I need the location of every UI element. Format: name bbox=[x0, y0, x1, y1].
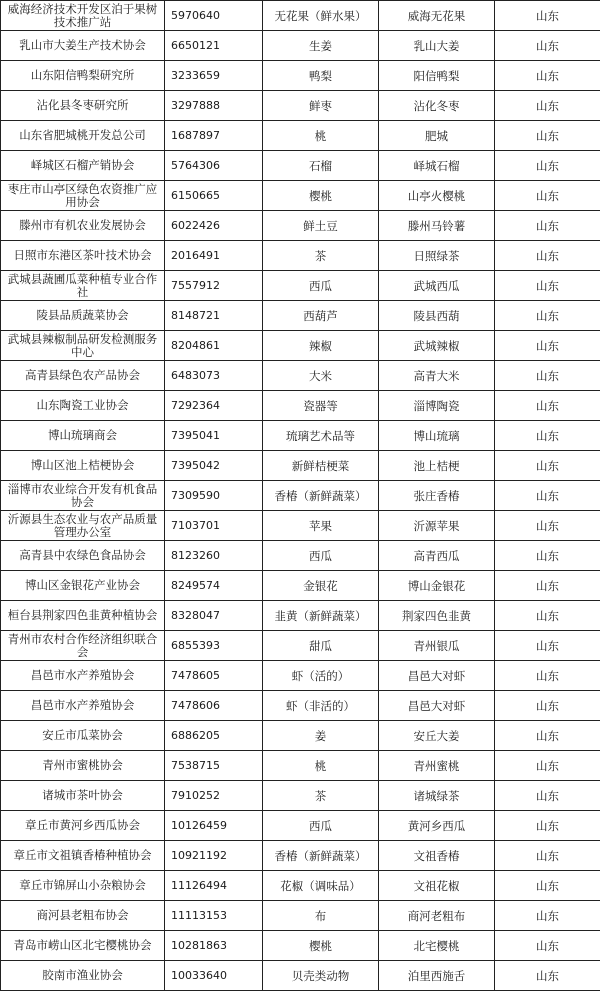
registration-number-cell: 7309590 bbox=[165, 481, 263, 511]
registration-number-cell: 8249574 bbox=[165, 571, 263, 601]
applicant-organization-cell: 峄城区石榴产销协会 bbox=[1, 151, 165, 181]
mark-name-cell: 昌邑大对虾 bbox=[379, 661, 495, 691]
mark-name-cell: 高青大米 bbox=[379, 361, 495, 391]
product-cell: 石榴 bbox=[263, 151, 379, 181]
product-cell: 琉璃艺术品等 bbox=[263, 421, 379, 451]
product-cell: 鲜土豆 bbox=[263, 211, 379, 241]
table-row bbox=[1, 841, 600, 871]
registration-number-cell: 6483073 bbox=[165, 361, 263, 391]
applicant-organization-cell: 青州市农村合作经济组织联合会 bbox=[1, 631, 165, 661]
mark-name-cell: 博山琉璃 bbox=[379, 421, 495, 451]
product-cell: 大米 bbox=[263, 361, 379, 391]
mark-name-cell: 昌邑大对虾 bbox=[379, 691, 495, 721]
province-cell: 山东 bbox=[495, 361, 600, 391]
table-row bbox=[1, 571, 600, 601]
province-cell: 山东 bbox=[495, 601, 600, 631]
mark-name-cell: 威海无花果 bbox=[379, 1, 495, 31]
province-cell: 山东 bbox=[495, 61, 600, 91]
table-row bbox=[1, 91, 600, 121]
table-row bbox=[1, 661, 600, 691]
table-row bbox=[1, 691, 600, 721]
table-row bbox=[1, 1, 600, 31]
registration-number-cell: 7910252 bbox=[165, 781, 263, 811]
table-row bbox=[1, 31, 600, 61]
province-cell: 山东 bbox=[495, 631, 600, 661]
applicant-organization-cell: 高青县中农绿色食品协会 bbox=[1, 541, 165, 571]
registration-number-cell: 5764306 bbox=[165, 151, 263, 181]
applicant-organization-cell: 博山区金银花产业协会 bbox=[1, 571, 165, 601]
applicant-organization-cell: 昌邑市水产养殖协会 bbox=[1, 661, 165, 691]
registration-number-cell: 6650121 bbox=[165, 31, 263, 61]
registration-number-cell: 3233659 bbox=[165, 61, 263, 91]
product-cell: 樱桃 bbox=[263, 931, 379, 961]
registration-number-cell: 7395041 bbox=[165, 421, 263, 451]
province-cell: 山东 bbox=[495, 751, 600, 781]
table-row bbox=[1, 931, 600, 961]
province-cell: 山东 bbox=[495, 121, 600, 151]
mark-name-cell: 文祖香椿 bbox=[379, 841, 495, 871]
province-cell: 山东 bbox=[495, 421, 600, 451]
table-row bbox=[1, 811, 600, 841]
table-row bbox=[1, 541, 600, 571]
province-cell: 山东 bbox=[495, 271, 600, 301]
table-body bbox=[1, 1, 600, 991]
applicant-organization-cell: 诸城市茶叶协会 bbox=[1, 781, 165, 811]
applicant-organization-cell: 淄博市农业综合开发有机食品协会 bbox=[1, 481, 165, 511]
product-cell: 韭黄（新鲜蔬菜） bbox=[263, 601, 379, 631]
registration-number-cell: 2016491 bbox=[165, 241, 263, 271]
province-cell: 山东 bbox=[495, 871, 600, 901]
registration-number-cell: 10033640 bbox=[165, 961, 263, 991]
mark-name-cell: 商河老粗布 bbox=[379, 901, 495, 931]
province-cell: 山东 bbox=[495, 391, 600, 421]
table-row bbox=[1, 121, 600, 151]
mark-name-cell: 青州银瓜 bbox=[379, 631, 495, 661]
table-row bbox=[1, 301, 600, 331]
product-cell: 姜 bbox=[263, 721, 379, 751]
province-cell: 山东 bbox=[495, 151, 600, 181]
mark-name-cell: 泊里西施舌 bbox=[379, 961, 495, 991]
province-cell: 山东 bbox=[495, 91, 600, 121]
product-cell: 西葫芦 bbox=[263, 301, 379, 331]
province-cell: 山东 bbox=[495, 901, 600, 931]
table-row bbox=[1, 601, 600, 631]
table-row bbox=[1, 631, 600, 661]
mark-name-cell: 峄城石榴 bbox=[379, 151, 495, 181]
applicant-organization-cell: 博山区池上桔梗协会 bbox=[1, 451, 165, 481]
mark-name-cell: 滕州马铃薯 bbox=[379, 211, 495, 241]
applicant-organization-cell: 安丘市瓜菜协会 bbox=[1, 721, 165, 751]
applicant-organization-cell: 胶南市渔业协会 bbox=[1, 961, 165, 991]
registration-number-cell: 8148721 bbox=[165, 301, 263, 331]
table-row bbox=[1, 901, 600, 931]
registration-number-cell: 8123260 bbox=[165, 541, 263, 571]
mark-name-cell: 乳山大姜 bbox=[379, 31, 495, 61]
registration-number-cell: 5970640 bbox=[165, 1, 263, 31]
product-cell: 金银花 bbox=[263, 571, 379, 601]
product-cell: 花椒（调味品） bbox=[263, 871, 379, 901]
mark-name-cell: 荆家四色韭黄 bbox=[379, 601, 495, 631]
mark-name-cell: 安丘大姜 bbox=[379, 721, 495, 751]
applicant-organization-cell: 高青县绿色农产品协会 bbox=[1, 361, 165, 391]
product-cell: 布 bbox=[263, 901, 379, 931]
table-row bbox=[1, 151, 600, 181]
applicant-organization-cell: 博山琉璃商会 bbox=[1, 421, 165, 451]
product-cell: 鸭梨 bbox=[263, 61, 379, 91]
registration-number-cell: 7538715 bbox=[165, 751, 263, 781]
registration-number-cell: 10281863 bbox=[165, 931, 263, 961]
registration-number-cell: 1687897 bbox=[165, 121, 263, 151]
table-row bbox=[1, 961, 600, 991]
mark-name-cell: 陵县西葫 bbox=[379, 301, 495, 331]
mark-name-cell: 高青西瓜 bbox=[379, 541, 495, 571]
registration-number-cell: 7292364 bbox=[165, 391, 263, 421]
applicant-organization-cell: 昌邑市水产养殖协会 bbox=[1, 691, 165, 721]
mark-name-cell: 武城辣椒 bbox=[379, 331, 495, 361]
mark-name-cell: 博山金银花 bbox=[379, 571, 495, 601]
registration-number-cell: 8204861 bbox=[165, 331, 263, 361]
province-cell: 山东 bbox=[495, 301, 600, 331]
table-row bbox=[1, 721, 600, 751]
product-cell: 新鲜桔梗菜 bbox=[263, 451, 379, 481]
province-cell: 山东 bbox=[495, 1, 600, 31]
table-row bbox=[1, 271, 600, 301]
product-cell: 桃 bbox=[263, 121, 379, 151]
table-row bbox=[1, 241, 600, 271]
table-row bbox=[1, 511, 600, 541]
product-cell: 西瓜 bbox=[263, 541, 379, 571]
province-cell: 山东 bbox=[495, 961, 600, 991]
table-row bbox=[1, 871, 600, 901]
province-cell: 山东 bbox=[495, 721, 600, 751]
registration-number-cell: 6150665 bbox=[165, 181, 263, 211]
applicant-organization-cell: 武城县辣椒制品研发检测服务中心 bbox=[1, 331, 165, 361]
table-row bbox=[1, 391, 600, 421]
applicant-organization-cell: 乳山市大姜生产技术协会 bbox=[1, 31, 165, 61]
product-cell: 西瓜 bbox=[263, 271, 379, 301]
table-row bbox=[1, 211, 600, 241]
mark-name-cell: 肥城 bbox=[379, 121, 495, 151]
product-cell: 香椿（新鲜蔬菜） bbox=[263, 841, 379, 871]
applicant-organization-cell: 章丘市文祖镇香椿种植协会 bbox=[1, 841, 165, 871]
registration-number-cell: 7478606 bbox=[165, 691, 263, 721]
product-cell: 香椿（新鲜蔬菜） bbox=[263, 481, 379, 511]
applicant-organization-cell: 山东陶瓷工业协会 bbox=[1, 391, 165, 421]
mark-name-cell: 北宅樱桃 bbox=[379, 931, 495, 961]
province-cell: 山东 bbox=[495, 511, 600, 541]
product-cell: 虾（非活的） bbox=[263, 691, 379, 721]
product-cell: 辣椒 bbox=[263, 331, 379, 361]
registration-number-cell: 10126459 bbox=[165, 811, 263, 841]
table-row bbox=[1, 781, 600, 811]
province-cell: 山东 bbox=[495, 781, 600, 811]
mark-name-cell: 青州蜜桃 bbox=[379, 751, 495, 781]
applicant-organization-cell: 山东省肥城桃开发总公司 bbox=[1, 121, 165, 151]
mark-name-cell: 张庄香椿 bbox=[379, 481, 495, 511]
mark-name-cell: 文祖花椒 bbox=[379, 871, 495, 901]
province-cell: 山东 bbox=[495, 481, 600, 511]
province-cell: 山东 bbox=[495, 811, 600, 841]
province-cell: 山东 bbox=[495, 931, 600, 961]
mark-name-cell: 山亭火樱桃 bbox=[379, 181, 495, 211]
registration-number-cell: 11126494 bbox=[165, 871, 263, 901]
province-cell: 山东 bbox=[495, 691, 600, 721]
applicant-organization-cell: 陵县品质蔬菜协会 bbox=[1, 301, 165, 331]
table-row bbox=[1, 181, 600, 211]
product-cell: 茶 bbox=[263, 241, 379, 271]
mark-name-cell: 阳信鸭梨 bbox=[379, 61, 495, 91]
applicant-organization-cell: 青州市蜜桃协会 bbox=[1, 751, 165, 781]
registration-number-cell: 10921192 bbox=[165, 841, 263, 871]
product-cell: 无花果（鲜水果） bbox=[263, 1, 379, 31]
applicant-organization-cell: 沂源县生态农业与农产品质量管理办公室 bbox=[1, 511, 165, 541]
applicant-organization-cell: 枣庄市山亭区绿色农资推广应用协会 bbox=[1, 181, 165, 211]
province-cell: 山东 bbox=[495, 841, 600, 871]
product-cell: 茶 bbox=[263, 781, 379, 811]
table-row bbox=[1, 451, 600, 481]
registration-number-cell: 6886205 bbox=[165, 721, 263, 751]
table-row bbox=[1, 331, 600, 361]
registration-number-cell: 6855393 bbox=[165, 631, 263, 661]
applicant-organization-cell: 武城县蔬圃瓜菜种植专业合作社 bbox=[1, 271, 165, 301]
province-cell: 山东 bbox=[495, 181, 600, 211]
mark-name-cell: 淄博陶瓷 bbox=[379, 391, 495, 421]
applicant-organization-cell: 沾化县冬枣研究所 bbox=[1, 91, 165, 121]
product-cell: 甜瓜 bbox=[263, 631, 379, 661]
applicant-organization-cell: 滕州市有机农业发展协会 bbox=[1, 211, 165, 241]
applicant-organization-cell: 山东阳信鸭梨研究所 bbox=[1, 61, 165, 91]
product-cell: 苹果 bbox=[263, 511, 379, 541]
applicant-organization-cell: 商河县老粗布协会 bbox=[1, 901, 165, 931]
product-cell: 虾（活的） bbox=[263, 661, 379, 691]
applicant-organization-cell: 桓台县荆家四色韭黄种植协会 bbox=[1, 601, 165, 631]
product-cell: 桃 bbox=[263, 751, 379, 781]
product-cell: 瓷器等 bbox=[263, 391, 379, 421]
registration-number-cell: 6022426 bbox=[165, 211, 263, 241]
applicant-organization-cell: 青岛市崂山区北宅樱桃协会 bbox=[1, 931, 165, 961]
mark-name-cell: 武城西瓜 bbox=[379, 271, 495, 301]
registration-number-cell: 7557912 bbox=[165, 271, 263, 301]
mark-name-cell: 日照绿茶 bbox=[379, 241, 495, 271]
registration-number-cell: 7395042 bbox=[165, 451, 263, 481]
table-row bbox=[1, 421, 600, 451]
mark-name-cell: 黄河乡西瓜 bbox=[379, 811, 495, 841]
registration-number-cell: 7103701 bbox=[165, 511, 263, 541]
product-cell: 鲜枣 bbox=[263, 91, 379, 121]
table-row bbox=[1, 61, 600, 91]
applicant-organization-cell: 日照市东港区茶叶技术协会 bbox=[1, 241, 165, 271]
applicant-organization-cell: 章丘市黄河乡西瓜协会 bbox=[1, 811, 165, 841]
province-cell: 山东 bbox=[495, 571, 600, 601]
province-cell: 山东 bbox=[495, 331, 600, 361]
province-cell: 山东 bbox=[495, 451, 600, 481]
mark-name-cell: 池上桔梗 bbox=[379, 451, 495, 481]
mark-name-cell: 沂源苹果 bbox=[379, 511, 495, 541]
applicant-organization-cell: 威海经济技术开发区泊于果树技术推广站 bbox=[1, 1, 165, 31]
registration-number-cell: 11113153 bbox=[165, 901, 263, 931]
product-cell: 樱桃 bbox=[263, 181, 379, 211]
province-cell: 山东 bbox=[495, 661, 600, 691]
province-cell: 山东 bbox=[495, 541, 600, 571]
applicant-organization-cell: 章丘市锦屏山小杂粮协会 bbox=[1, 871, 165, 901]
registration-number-cell: 3297888 bbox=[165, 91, 263, 121]
product-cell: 生姜 bbox=[263, 31, 379, 61]
table-row bbox=[1, 481, 600, 511]
table-row bbox=[1, 361, 600, 391]
province-cell: 山东 bbox=[495, 241, 600, 271]
product-cell: 贝壳类动物 bbox=[263, 961, 379, 991]
registration-number-cell: 7478605 bbox=[165, 661, 263, 691]
mark-name-cell: 沾化冬枣 bbox=[379, 91, 495, 121]
product-cell: 西瓜 bbox=[263, 811, 379, 841]
registration-number-cell: 8328047 bbox=[165, 601, 263, 631]
mark-name-cell: 诸城绿茶 bbox=[379, 781, 495, 811]
table-row bbox=[1, 751, 600, 781]
province-cell: 山东 bbox=[495, 31, 600, 61]
province-cell: 山东 bbox=[495, 211, 600, 241]
